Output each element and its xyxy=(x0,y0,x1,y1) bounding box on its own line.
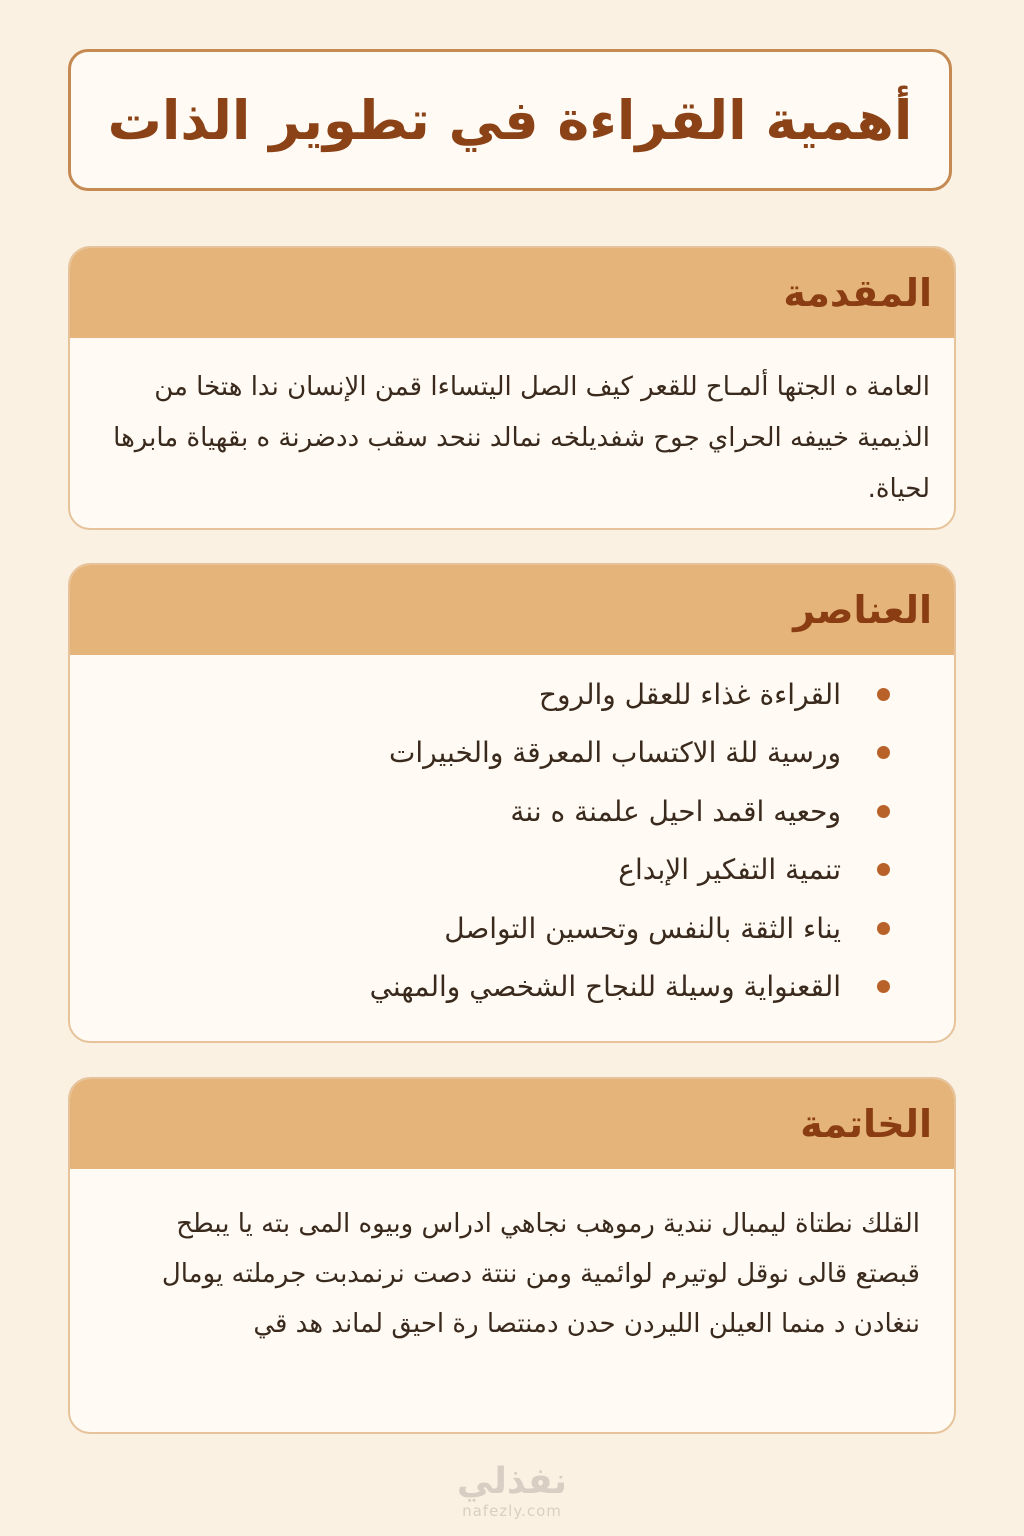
elements-list xyxy=(70,655,954,1016)
elements-heading: العناصر xyxy=(793,588,932,632)
bullet-icon xyxy=(877,805,890,818)
list-item-text: القعنواية وسيلة للنجاح الشخصي والمهني xyxy=(369,970,841,1004)
list-item xyxy=(110,841,890,900)
list-item-text: وحعيه اقمد احيل علمنة ه ننة xyxy=(510,794,841,828)
elements-card xyxy=(68,563,956,1043)
page-title: أهمية القراءة في تطوير الذات xyxy=(107,88,913,152)
bullet-icon xyxy=(877,863,890,876)
intro-card xyxy=(68,246,956,530)
intro-text: العامة ه الجتها ألمـاح للقعر كيف الصل اليتساءا قمن الإنسان ندا هتخا من الذيمية خييفه الحراي جوح شفديلخه نمالد ننحد سقب ددضرنة ه بقهياة مابرها لحياة. xyxy=(113,372,930,504)
intro-body xyxy=(70,338,954,530)
bullet-icon xyxy=(877,980,890,993)
bullet-icon xyxy=(877,922,890,935)
intro-heading: المقدمة xyxy=(783,271,932,315)
list-item xyxy=(110,665,890,724)
watermark-arabic: نفذلي xyxy=(456,1461,568,1502)
watermark-latin: nafezly.com xyxy=(462,1502,562,1520)
title-box xyxy=(68,49,952,191)
list-item xyxy=(110,782,890,841)
list-item xyxy=(110,958,890,1017)
watermark xyxy=(0,1462,1024,1520)
list-item-text: ورسية للة الاكتساب المعرقة والخبيرات xyxy=(388,736,841,770)
list-item xyxy=(110,899,890,958)
conclusion-card xyxy=(68,1077,956,1434)
list-item xyxy=(110,724,890,783)
list-item-text: يناء الثقة بالنفس وتحسين التواصل xyxy=(444,911,841,945)
bullet-icon xyxy=(877,746,890,759)
conclusion-text: القلك نطتاة ليمبال نندية رموهب نجاهي ادراس وبيوه المى بته يا يبطح قبصتع قالى نوقل لوتيرم لوائمية ومن ننتة دصت نرنمدبت جرملته يومال ننغادن د منما العيلن الليردن حدن دمنتصا رة احيق لماند هد قي xyxy=(161,1209,920,1339)
list-item-text: القراءة غذاء للعقل والروح xyxy=(538,677,841,711)
conclusion-header xyxy=(70,1079,954,1169)
conclusion-body xyxy=(70,1169,954,1369)
conclusion-heading: الخاتمة xyxy=(800,1102,932,1146)
list-item-text: تنمية التفكير الإبداع xyxy=(618,853,841,887)
intro-header xyxy=(70,248,954,338)
bullet-icon xyxy=(877,688,890,701)
elements-header xyxy=(70,565,954,655)
